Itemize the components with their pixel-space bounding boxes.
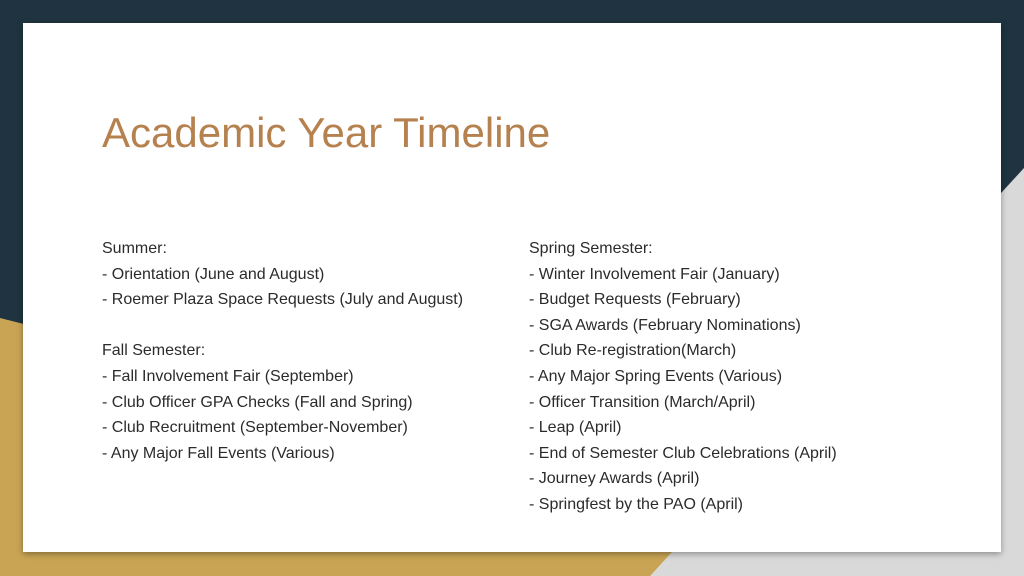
list-item: - Club Officer GPA Checks (Fall and Spring) <box>102 393 413 411</box>
spring-heading: Spring Semester: <box>529 240 653 257</box>
list-item: - Leap (April) <box>529 419 622 437</box>
slide-card <box>23 23 1001 552</box>
list-item: - Any Major Fall Events (Various) <box>102 444 335 462</box>
list-item: - Officer Transition (March/April) <box>529 393 756 411</box>
list-item: - Any Major Spring Events (Various) <box>529 367 783 385</box>
list-item: - Springfest by the PAO (April) <box>529 495 743 513</box>
list-item: - Budget Requests (February) <box>529 291 741 309</box>
spacer <box>102 313 522 339</box>
list-item: - Club Re-registration(March) <box>529 342 737 360</box>
left-column <box>102 236 522 466</box>
list-item: - Journey Awards (April) <box>529 470 700 488</box>
list-item: - Orientation (June and August) <box>102 265 325 283</box>
fall-heading: Fall Semester: <box>102 342 206 360</box>
list-item: - Club Recruitment (September-November) <box>102 419 408 437</box>
list-item: - Winter Involvement Fair (January) <box>529 265 780 283</box>
summer-heading: Summer: <box>102 240 167 257</box>
right-column <box>529 236 969 518</box>
list-item: - End of Semester Club Celebrations (April) <box>529 444 837 462</box>
list-item: - Roemer Plaza Space Requests (July and August) <box>102 291 464 309</box>
list-item: - SGA Awards (February Nominations) <box>529 316 801 334</box>
slide-title: Academic Year Timeline <box>102 109 551 156</box>
list-item: - Fall Involvement Fair (September) <box>102 367 354 385</box>
